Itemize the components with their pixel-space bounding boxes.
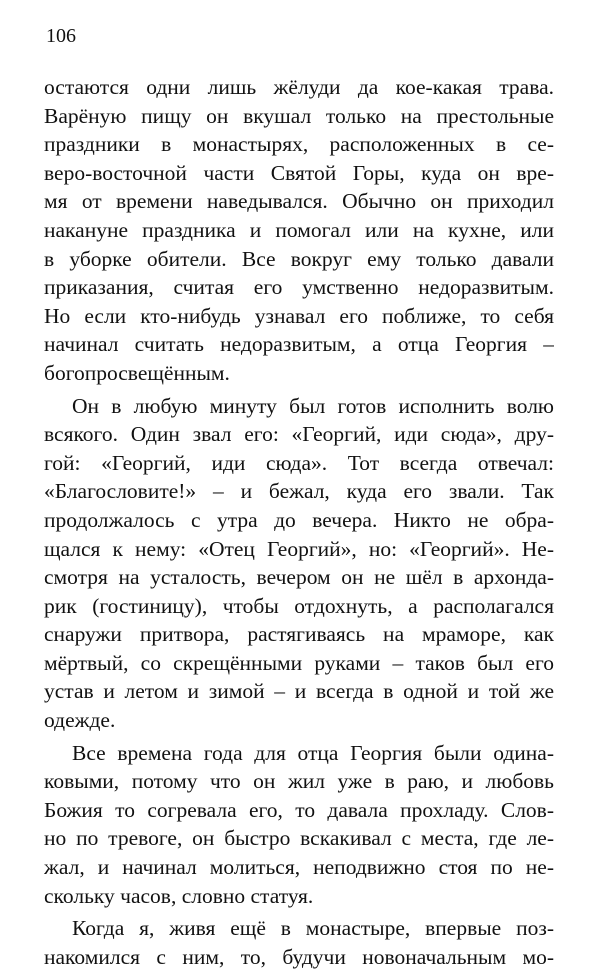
text-line: Варёную пищу он вкушал только на престольные bbox=[44, 103, 554, 128]
text-line: смотря на усталость, вечером он не шёл в архонда- bbox=[44, 565, 554, 590]
text-line: одежде. bbox=[44, 708, 116, 733]
paragraph-3 bbox=[44, 739, 554, 911]
text-line: ковыми, потому что он жил уже в раю, и любовь bbox=[44, 769, 554, 794]
text-line: в уборке обители. Все вокруг ему только давали bbox=[44, 246, 554, 271]
text-line: приказания, считая его умственно недоразвитым. bbox=[44, 275, 554, 300]
text-line: снаружи притвора, растягиваясь на мраморе, как bbox=[44, 622, 554, 647]
text-line: продолжалось с утра до вечера. Никто не обра- bbox=[44, 507, 554, 532]
text-line: Божия то согревала его, то давала прохладу. Слов- bbox=[44, 797, 554, 822]
text-line: Он в любую минуту был готов исполнить волю bbox=[72, 393, 554, 418]
page-number: 106 bbox=[46, 25, 76, 47]
paragraph-2 bbox=[44, 392, 554, 735]
text-line: богопросвещённым. bbox=[44, 360, 230, 385]
text-line: гой: «Георгий, иди сюда». Тот всегда отвечал: bbox=[44, 450, 554, 475]
text-line: всякого. Один звал его: «Георгий, иди сюда», дру- bbox=[44, 422, 554, 447]
text-line: веро-восточной части Святой Горы, куда он вре- bbox=[44, 160, 554, 185]
paragraph-1 bbox=[44, 73, 554, 388]
text-line: «Благословите!» – и бежал, куда его звали. Так bbox=[44, 479, 554, 504]
text-line: начинал считать недоразвитым, а отца Георгия – bbox=[44, 332, 554, 357]
text-line: рик (гостиницу), чтобы отдохнуть, а располагался bbox=[44, 593, 554, 618]
text-line: щался к нему: «Отец Георгий», но: «Георгий». Не- bbox=[44, 536, 554, 561]
text-line: праздники в монастырях, расположенных в се- bbox=[44, 132, 554, 157]
text-line: но по тревоге, он быстро вскакивал с места, где ле- bbox=[44, 826, 554, 851]
text-line: мёртвый, со скрещёнными руками – таков был его bbox=[44, 650, 554, 675]
text-line: Все времена года для отца Георгия были одина- bbox=[72, 740, 554, 765]
text-line: накануне праздника и помогал или на кухне, или bbox=[44, 217, 554, 242]
text-line: жал, и начинал молиться, неподвижно стоя по не- bbox=[44, 855, 554, 880]
text-line: Когда я, живя ещё в монастыре, впервые поз- bbox=[72, 916, 554, 941]
text-line: остаются одни лишь жёлуди да кое-какая трава. bbox=[44, 75, 554, 99]
body-text bbox=[44, 73, 554, 971]
text-line: мя от времени наведывался. Обычно он приходил bbox=[44, 189, 554, 214]
text-line: устав и летом и зимой – и всегда в одной и той же bbox=[44, 679, 554, 704]
text-line: Но если кто-нибудь узнавал его поближе, то себя bbox=[44, 303, 554, 328]
text-line: скольку часов, словно статуя. bbox=[44, 883, 314, 908]
text-line: накомился с ним, то, будучи новоначальным мо- bbox=[44, 944, 554, 969]
